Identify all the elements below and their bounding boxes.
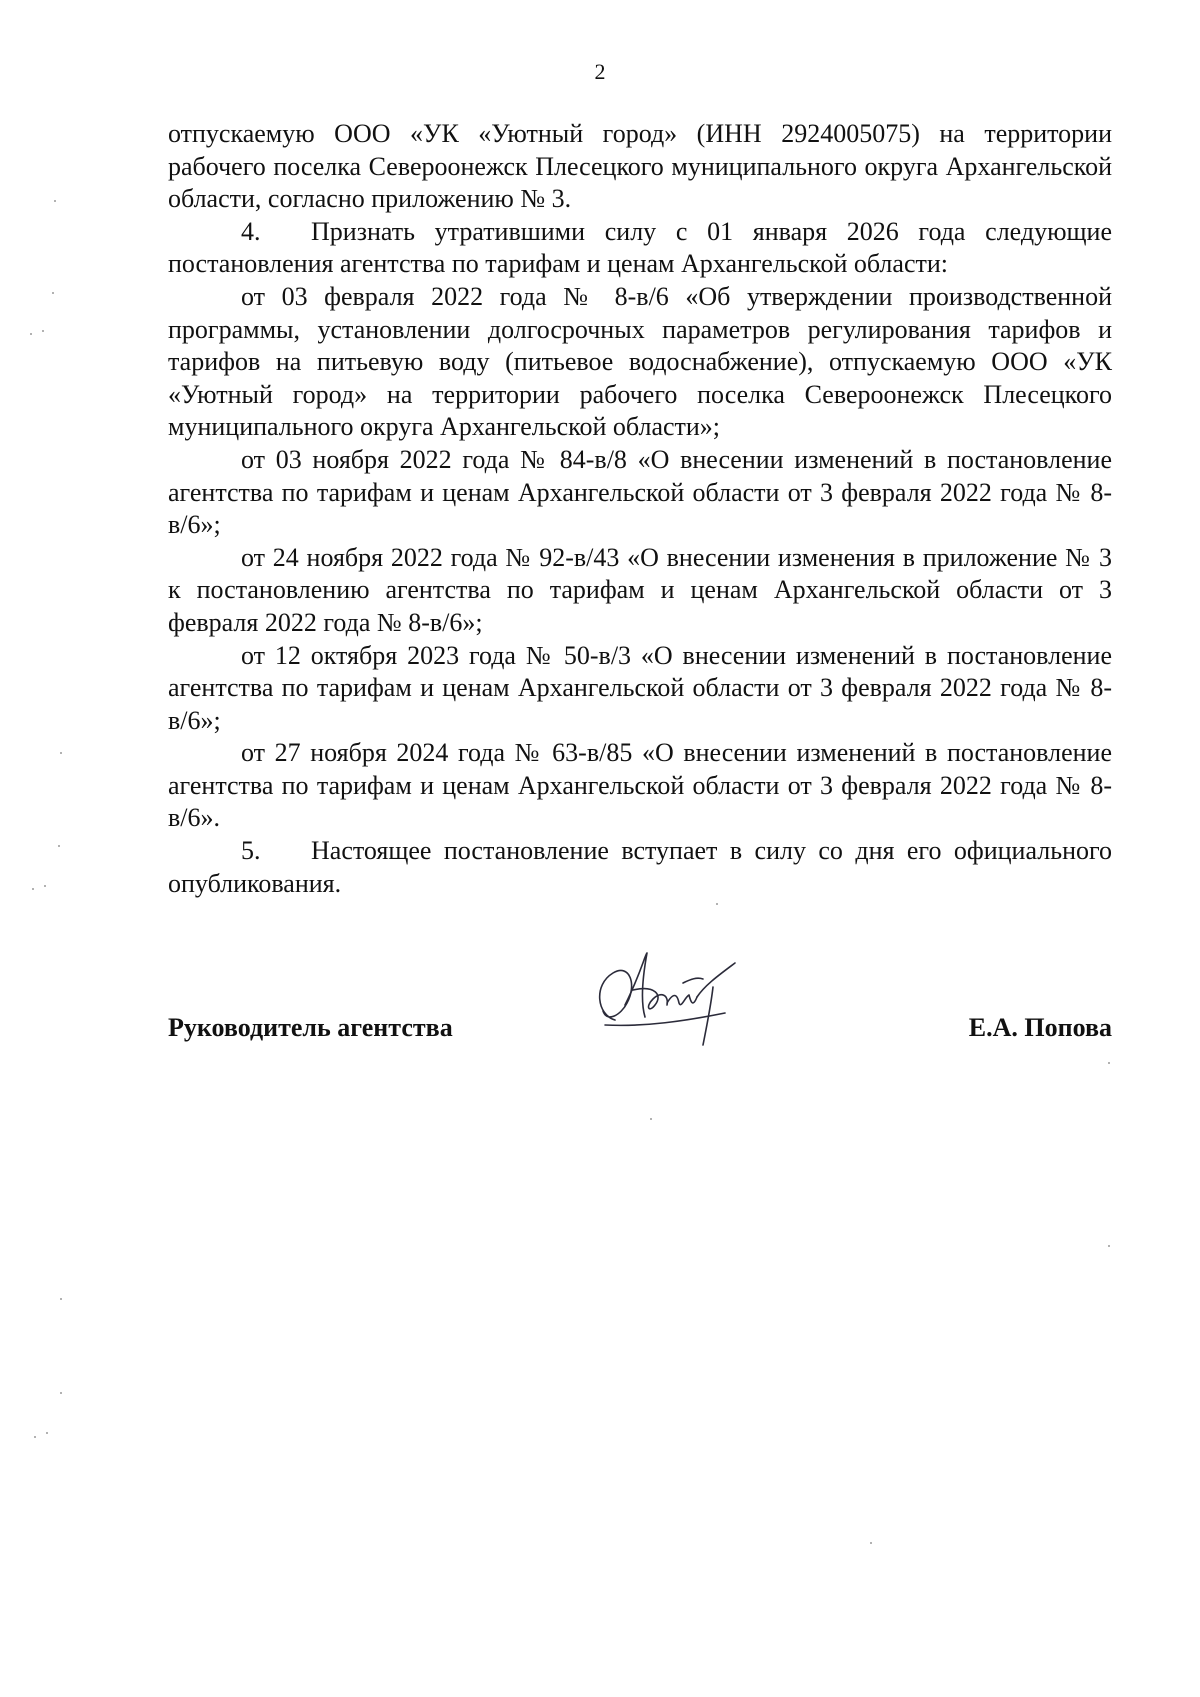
scan-speck [58, 845, 60, 847]
scan-speck [716, 903, 718, 905]
repealed-act-1: от 03 февраля 2022 года № 8-в/6 «Об утверждении производственной программы, установлении долгосрочных параметров регулирования тарифов и тарифов на питьевую воду (питьевое водоснабжение), отпускаемую ООО «УК «Уютный город» на территории рабочего поселка Североонежск Плесецкого муниципального округа Архангельской области»; [168, 281, 1112, 442]
document-body [168, 118, 1112, 900]
scan-speck [46, 1432, 48, 1434]
item-number: 5. [241, 836, 261, 866]
scan-speck [42, 330, 44, 332]
scan-speck [650, 1118, 652, 1120]
scan-speck [54, 200, 56, 202]
scan-speck [34, 1436, 36, 1438]
signature-block [168, 1012, 1112, 1052]
scan-speck [44, 885, 46, 887]
item-text: Настоящее постановление вступает в силу со дня его официального опубликования. [168, 836, 1112, 898]
scan-speck [30, 333, 32, 335]
item-number: 4. [241, 216, 261, 246]
paragraph-continuation: отпускаемую ООО «УК «Уютный город» (ИНН 2924005075) на территории рабочего поселка Североонежск Плесецкого муниципального округа Архангельской области, согласно приложению № 3. [168, 119, 1112, 214]
repealed-act-5: от 27 ноября 2024 года № 63-в/85 «О внесении изменений в постановление агентства по тарифам и ценам Архангельской области от 3 февраля 2022 года № 8-в/6». [168, 738, 1112, 833]
paragraph-item-4 [168, 216, 1112, 281]
item-text: Признать утратившими силу с 01 января 2026 года следующие постановления агентства по тарифам и ценам Архангельской области: [168, 216, 1112, 279]
scan-speck [60, 1392, 62, 1394]
repealed-act-4: от 12 октября 2023 года № 50-в/3 «О внесении изменений в постановление агентства по тарифам и ценам Архангельской области от 3 февраля 2022 года № 8-в/6»; [168, 640, 1112, 735]
scan-speck [1108, 1245, 1110, 1247]
paragraph-item-5 [168, 835, 1112, 900]
signatory-name: Е.А. Попова [968, 1013, 1112, 1042]
signatory-title: Руководитель агентства [168, 1013, 453, 1042]
repealed-act-3: от 24 ноября 2022 года № 92-в/43 «О внесении изменения в приложение № 3 к постановлению агентства по тарифам и ценам Архангельской области от 3 февраля 2022 года № 8-в/6»; [168, 542, 1112, 637]
scan-speck [32, 888, 34, 890]
scan-speck [60, 1298, 62, 1300]
repealed-act-2: от 03 ноября 2022 года № 84-в/8 «О внесении изменений в постановление агентства по тарифам и ценам Архангельской области от 3 февраля 2022 года № 8-в/6»; [168, 444, 1112, 540]
page-number: 2 [594, 59, 606, 84]
scan-speck [60, 752, 62, 754]
scan-speck [870, 1542, 872, 1544]
scan-speck [52, 292, 54, 294]
scan-speck [1108, 1062, 1110, 1064]
